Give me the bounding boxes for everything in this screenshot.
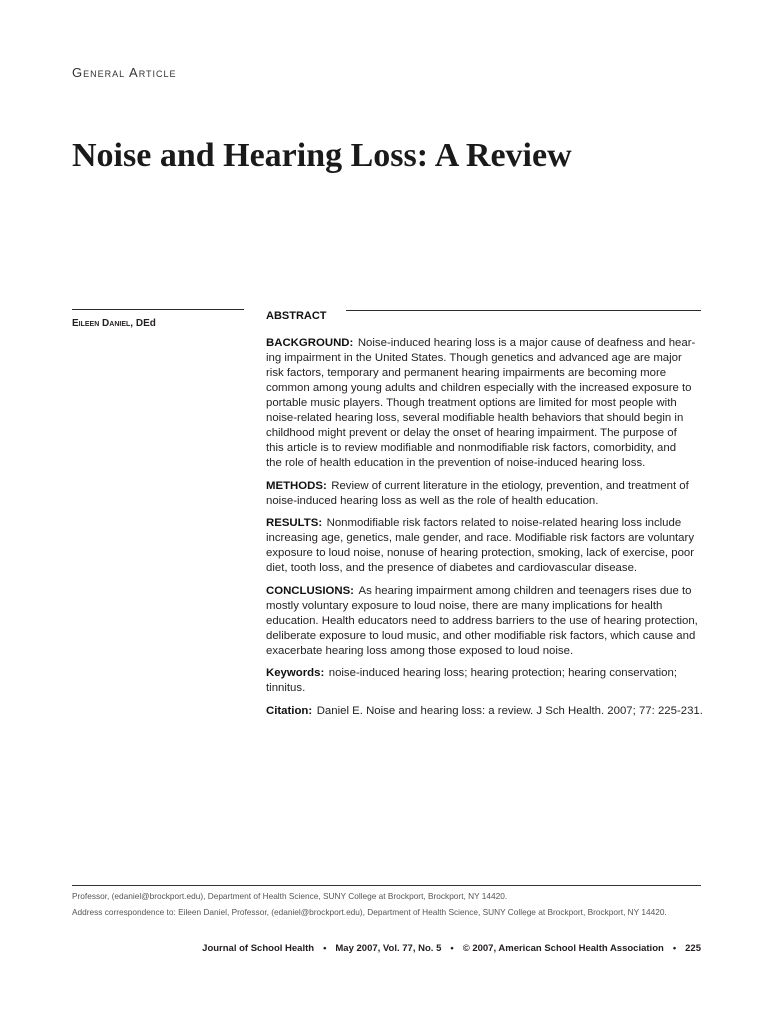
abstract-line: mostly voluntary exposure to loud noise, there are many implications for health [266,599,663,612]
abstract-citation [266,704,702,719]
abstract-background [266,336,702,471]
affiliation-footnote: Professor, (edaniel@brockport.edu), Department of Health Science, SUNY College at Brockport, Brockport, NY 14420. [72,891,508,901]
abstract-line: tinnitus. [266,682,306,694]
abstract-line: increasing age, genetics, male gender, and race. Modifiable risk factors are voluntary [266,532,695,544]
author-byline [72,318,156,329]
results-label: RESULTS: [266,517,323,529]
author-divider [72,309,244,310]
keywords-label: Keywords: [266,667,325,679]
background-label: BACKGROUND: [266,337,354,349]
abstract-line: noise-induced hearing loss as well as the role of health education. [266,494,599,507]
abstract-line: diet, tooth loss, and the presence of diabetes and cardiovascular disease. [266,562,638,574]
abstract-line: noise-related hearing loss, several modifiable health behaviors that should begin in [266,412,684,424]
journal-footer [202,943,701,955]
citation-label: Citation: [266,704,313,717]
abstract-line: deliberate exposure to loud music, and other modifiable risk factors, which cause and [266,629,696,642]
abstract-line-text: Review of current literature in the etiology, prevention, and treatment of [331,479,689,492]
footnotes [72,891,667,918]
bullet-separator: • [450,943,454,954]
abstract-line: childhood might prevent or delay the onset of hearing impairment. The purpose of [266,427,677,439]
abstract-line [266,516,702,531]
article-title: Noise and Hearing Loss: A Review [72,137,572,174]
abstract-line [266,704,702,719]
abstract-methods [266,479,702,509]
abstract-line: exacerbate hearing loss among those exposed to loud noise. [266,644,574,657]
abstract-line: education. Health educators need to address barriers to the use of hearing protection, [266,614,698,627]
author-name: Eileen Daniel, [72,318,134,329]
abstract-line-text: As hearing impairment among children and teenagers rises due to [358,584,692,597]
abstract-divider [346,310,701,311]
abstract-line-text: Daniel E. Noise and hearing loss: a review. J Sch Health. 2007; 77: 225-231. [316,704,703,717]
bullet-separator: • [323,943,327,954]
correspondence-footnote: Address correspondence to: Eileen Daniel, Professor, (edaniel@brockport.edu), Department of Health Science, SUNY College at Brockport, Brockport, NY 14420. [72,907,667,917]
abstract-line: portable music players. Though treatment options are limited for most people with [266,397,677,409]
abstract-line [266,584,702,599]
abstract-line [266,479,702,494]
abstract-line: common among young adults and children especially with the increased exposure to [266,382,692,394]
abstract-line [266,666,702,681]
abstract-line: risk factors, temporary and permanent hearing impairments are becoming more [266,367,667,379]
footnote-divider [72,885,701,886]
abstract-line: exposure to loud noise, nonuse of hearing protection, smoking, lack of exercise, poor [266,547,695,559]
conclusions-label: CONCLUSIONS: [266,584,354,597]
abstract-line: the role of health education in the prevention of noise-induced hearing loss. [266,457,646,469]
journal-name: Journal of School Health [202,943,315,954]
journal-issue: May 2007, Vol. 77, No. 5 [335,943,442,954]
abstract-line [266,336,702,351]
abstract-line-text: Noise-induced hearing loss is a major cause of deafness and hear- [357,337,696,349]
methods-label: METHODS: [266,479,327,492]
abstract-line: ing impairment in the United States. Though genetics and advanced age are major [266,352,682,364]
copyright-notice: © 2007, American School Health Association [462,943,664,954]
page-number: 225 [685,943,701,954]
abstract-line-text: Nonmodifiable risk factors related to noise-related hearing loss include [326,517,682,529]
abstract-heading: ABSTRACT [266,310,327,322]
abstract-keywords [266,666,702,696]
article-type-label: General Article [72,65,177,80]
abstract-body [266,336,702,719]
abstract-conclusions [266,584,702,659]
abstract-results [266,516,702,576]
abstract-line-text: noise-induced hearing loss; hearing protection; hearing conservation; [328,667,677,679]
bullet-separator: • [672,943,677,954]
author-degree: DEd [135,318,156,329]
abstract-line: this article is to review modifiable and nonmodifiable risk factors, comorbidity, and [266,442,677,454]
